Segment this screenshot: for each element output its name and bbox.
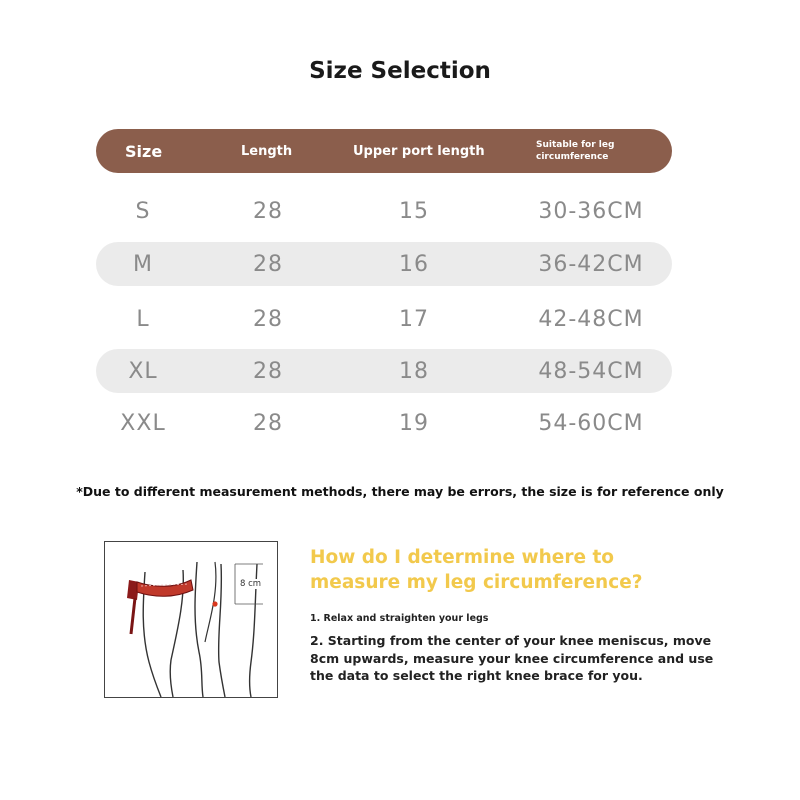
measurement-disclaimer: *Due to different measurement methods, there may be errors, the size is for reference only: [76, 484, 724, 499]
cell-circumference: 42-48CM: [538, 306, 644, 332]
howto-step-2: 2. Starting from the center of your knee meniscus, move 8cm upwards, measure your knee circumference and use the data to select the right knee brace for you.: [310, 633, 714, 683]
cell-size: XL: [128, 358, 158, 384]
cell-length: 28: [253, 358, 283, 384]
cell-upper: 19: [399, 410, 429, 436]
header-size: Size: [125, 141, 163, 161]
cell-circumference: 54-60CM: [538, 410, 644, 436]
page-title: Size Selection: [309, 58, 491, 84]
table-row: [96, 401, 672, 445]
cell-length: 28: [253, 306, 283, 332]
cell-upper: 17: [399, 306, 429, 332]
howto-heading-line1: How do I determine where to: [310, 547, 614, 568]
size-table-header: [96, 129, 672, 173]
measure-label: 8 cm: [240, 579, 262, 589]
cell-circumference: 30-36CM: [538, 198, 644, 224]
header-upper-port-length: Upper port length: [353, 143, 485, 159]
cell-upper: 16: [399, 251, 429, 277]
cell-length: 28: [253, 251, 283, 277]
cell-circumference: 48-54CM: [538, 358, 644, 384]
knee-measurement-illustration: [104, 541, 278, 698]
cell-size: M: [133, 251, 153, 277]
cell-length: 28: [253, 410, 283, 436]
cell-size: L: [136, 306, 150, 332]
howto-heading: [310, 545, 730, 595]
howto-heading-line2: measure my leg circumference?: [310, 572, 643, 593]
cell-size: XXL: [120, 410, 166, 436]
table-row: [96, 189, 672, 233]
table-row: [96, 297, 672, 341]
howto-step-1: 1. Relax and straighten your legs: [310, 613, 489, 624]
table-row: [96, 242, 672, 286]
leg-measurement-diagram: [105, 542, 277, 697]
cell-length: 28: [253, 198, 283, 224]
table-row: [96, 349, 672, 393]
cell-circumference: 36-42CM: [538, 251, 644, 277]
cell-upper: 18: [399, 358, 429, 384]
cell-size: S: [135, 198, 151, 224]
cell-upper: 15: [399, 198, 429, 224]
header-length: Length: [241, 143, 293, 159]
header-leg-circumference: Suitable for leg circumference: [536, 140, 615, 162]
